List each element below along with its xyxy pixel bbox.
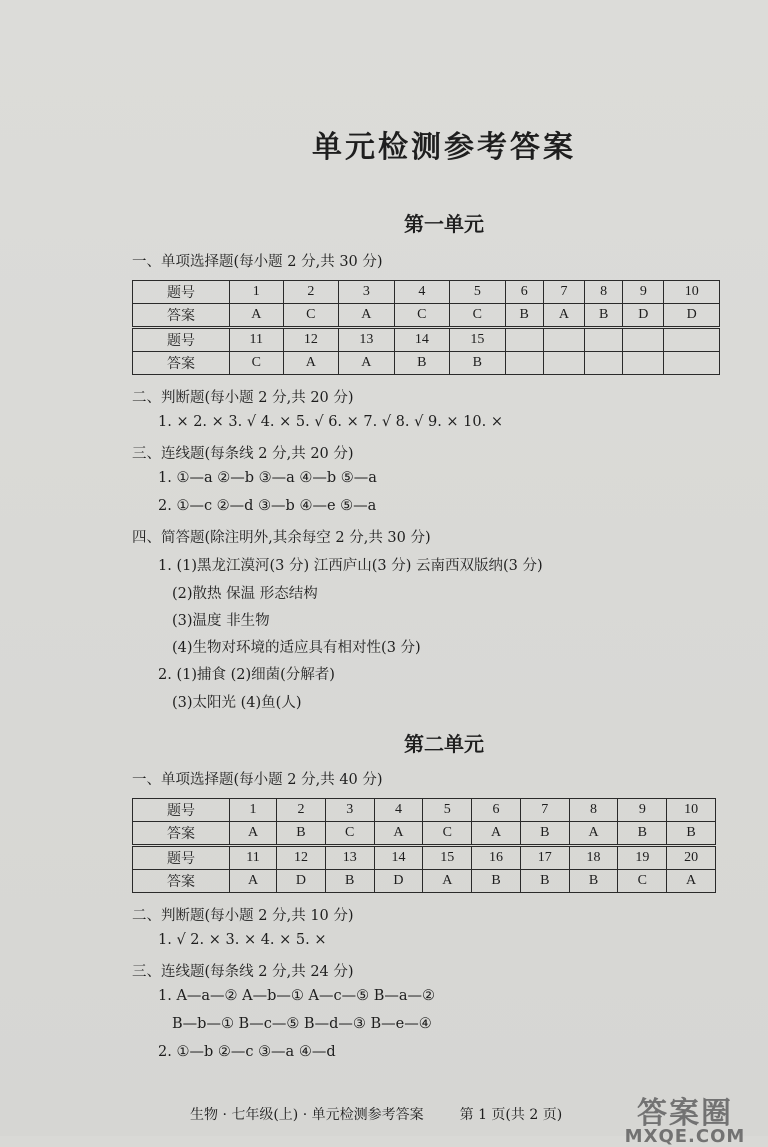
table-cell: 1 xyxy=(230,799,277,822)
table-cell: B xyxy=(585,304,623,328)
table-cell: 12 xyxy=(283,328,339,352)
unit2-sec3-line: 1. A—a—② A—b—① A—c—⑤ B—a—② xyxy=(158,988,436,1004)
table-cell: 10 xyxy=(664,281,720,304)
table-cell xyxy=(543,328,584,352)
table-header-cell: 题号 xyxy=(133,281,230,304)
table-cell: A xyxy=(423,870,472,893)
table-header-cell: 题号 xyxy=(133,799,230,822)
table-cell: 20 xyxy=(667,846,716,870)
table-cell: D xyxy=(664,304,720,328)
footer-subject: 生物 · 七年级(上) · 单元检测参考答案 xyxy=(190,1107,424,1123)
table-cell: B xyxy=(505,304,543,328)
unit1-sec1-title: 一、单项选择题(每小题 2 分,共 30 分) xyxy=(132,254,383,270)
table-cell: 3 xyxy=(325,799,374,822)
unit1-sec3-line: 2. ①—c ②—d ③—b ④—e ⑤—a xyxy=(158,498,377,514)
table-cell xyxy=(664,328,720,352)
table-cell: B xyxy=(472,870,521,893)
unit1-sec4-title: 四、简答题(除注明外,其余每空 2 分,共 30 分) xyxy=(132,530,431,546)
unit1-sec2-title: 二、判断题(每小题 2 分,共 20 分) xyxy=(132,390,354,406)
table-cell: B xyxy=(569,870,618,893)
table-header-cell: 题号 xyxy=(133,328,230,352)
table-cell: 15 xyxy=(423,846,472,870)
table-cell: B xyxy=(450,352,506,375)
table-cell: 3 xyxy=(339,281,395,304)
table-cell: 1 xyxy=(230,281,284,304)
table-cell xyxy=(623,352,664,375)
table-header-cell: 答案 xyxy=(133,304,230,328)
table-cell xyxy=(505,352,543,375)
table-cell: C xyxy=(283,304,339,328)
table-cell: C xyxy=(450,304,506,328)
table-cell: D xyxy=(277,870,326,893)
table-cell: B xyxy=(277,822,326,846)
table-cell: 12 xyxy=(277,846,326,870)
unit1-sec3-line: 1. ①—a ②—b ③—a ④—b ⑤—a xyxy=(158,470,377,486)
table-cell: D xyxy=(374,870,423,893)
unit2-sec1-title: 一、单项选择题(每小题 2 分,共 40 分) xyxy=(132,772,383,788)
table-cell: A xyxy=(339,352,395,375)
watermark-logo xyxy=(610,1088,760,1147)
unit1-sec4-line: 1. (1)黑龙江漠河(3 分) 江西庐山(3 分) 云南西双版纳(3 分) xyxy=(158,558,543,574)
unit2-heading: 第二单元 xyxy=(404,732,484,756)
table-cell xyxy=(664,352,720,375)
table-cell: 15 xyxy=(450,328,506,352)
table-row xyxy=(133,846,716,870)
table-cell: A xyxy=(472,822,521,846)
unit2-sec3-title: 三、连线题(每条线 2 分,共 24 分) xyxy=(132,964,354,980)
unit2-sec3-line: B—b—① B—c—⑤ B—d—③ B—e—④ xyxy=(172,1016,432,1032)
table-cell: A xyxy=(569,822,618,846)
table-cell: 9 xyxy=(623,281,664,304)
table-cell xyxy=(585,352,623,375)
table-row xyxy=(133,799,716,822)
table-cell: 2 xyxy=(277,799,326,822)
unit1-sec4-line: 2. (1)捕食 (2)细菌(分解者) xyxy=(158,667,335,683)
table-cell: B xyxy=(520,870,569,893)
table-cell xyxy=(585,328,623,352)
table-row xyxy=(133,822,716,846)
unit2-sec2-title: 二、判断题(每小题 2 分,共 10 分) xyxy=(132,908,354,924)
unit1-sec2-answers: 1. × 2. × 3. √ 4. × 5. √ 6. × 7. √ 8. √ 9. × 10. × xyxy=(158,414,503,430)
table-cell: 4 xyxy=(374,799,423,822)
page-title: 单元检测参考答案 xyxy=(312,130,576,165)
table-cell: 9 xyxy=(618,799,667,822)
table-cell: C xyxy=(230,352,284,375)
table-cell: 6 xyxy=(505,281,543,304)
table-cell: C xyxy=(394,304,450,328)
table-cell: 5 xyxy=(450,281,506,304)
table-cell xyxy=(543,352,584,375)
table-cell: 18 xyxy=(569,846,618,870)
table-cell: 4 xyxy=(394,281,450,304)
watermark-url: MXQE.COM xyxy=(624,1126,746,1147)
unit2-sec2-answers: 1. √ 2. × 3. × 4. × 5. × xyxy=(158,932,327,948)
table-row xyxy=(133,328,720,352)
watermark-text: 答案圈 xyxy=(637,1096,733,1131)
table-cell: B xyxy=(520,822,569,846)
table-cell: 16 xyxy=(472,846,521,870)
table-row xyxy=(133,304,720,328)
unit1-sec4-line: (3)温度 非生物 xyxy=(172,613,270,629)
table-cell: A xyxy=(230,870,277,893)
table-cell: A xyxy=(230,304,284,328)
unit1-answer-table xyxy=(132,280,720,375)
table-cell: A xyxy=(339,304,395,328)
unit1-sec4-line: (3)太阳光 (4)鱼(人) xyxy=(172,695,302,711)
table-cell: 19 xyxy=(618,846,667,870)
table-cell: A xyxy=(230,822,277,846)
table-cell: 6 xyxy=(472,799,521,822)
table-cell: 7 xyxy=(520,799,569,822)
table-cell: 8 xyxy=(585,281,623,304)
table-cell: 10 xyxy=(667,799,716,822)
unit2-answer-table xyxy=(132,798,716,893)
table-header-cell: 答案 xyxy=(133,822,230,846)
table-cell: A xyxy=(543,304,584,328)
footer-page-number: 第 1 页(共 2 页) xyxy=(459,1107,563,1123)
table-header-cell: 答案 xyxy=(133,352,230,375)
table-row xyxy=(133,281,720,304)
table-cell: 5 xyxy=(423,799,472,822)
table-cell: 13 xyxy=(325,846,374,870)
table-cell: 11 xyxy=(230,328,284,352)
unit1-heading: 第一单元 xyxy=(404,212,484,236)
table-cell: C xyxy=(325,822,374,846)
table-cell: 14 xyxy=(374,846,423,870)
table-cell: 7 xyxy=(543,281,584,304)
table-cell: A xyxy=(374,822,423,846)
table-cell: B xyxy=(394,352,450,375)
table-cell: 11 xyxy=(230,846,277,870)
unit1-sec4-line: (2)散热 保温 形态结构 xyxy=(172,586,318,602)
table-row xyxy=(133,870,716,893)
table-cell: B xyxy=(325,870,374,893)
table-row xyxy=(133,352,720,375)
table-cell: B xyxy=(618,822,667,846)
unit2-sec3-line: 2. ①—b ②—c ③—a ④—d xyxy=(158,1044,336,1060)
table-cell: 2 xyxy=(283,281,339,304)
table-cell: 8 xyxy=(569,799,618,822)
table-cell: 13 xyxy=(339,328,395,352)
table-cell: A xyxy=(667,870,716,893)
table-cell: B xyxy=(667,822,716,846)
table-cell: C xyxy=(618,870,667,893)
table-cell xyxy=(505,328,543,352)
table-cell xyxy=(623,328,664,352)
table-cell: D xyxy=(623,304,664,328)
table-header-cell: 答案 xyxy=(133,870,230,893)
table-cell: A xyxy=(283,352,339,375)
unit1-sec3-title: 三、连线题(每条线 2 分,共 20 分) xyxy=(132,446,354,462)
table-cell: 14 xyxy=(394,328,450,352)
unit1-sec4-line: (4)生物对环境的适应具有相对性(3 分) xyxy=(172,640,421,656)
table-cell: C xyxy=(423,822,472,846)
table-cell: 17 xyxy=(520,846,569,870)
table-header-cell: 题号 xyxy=(133,846,230,870)
page-footer xyxy=(190,1104,562,1124)
